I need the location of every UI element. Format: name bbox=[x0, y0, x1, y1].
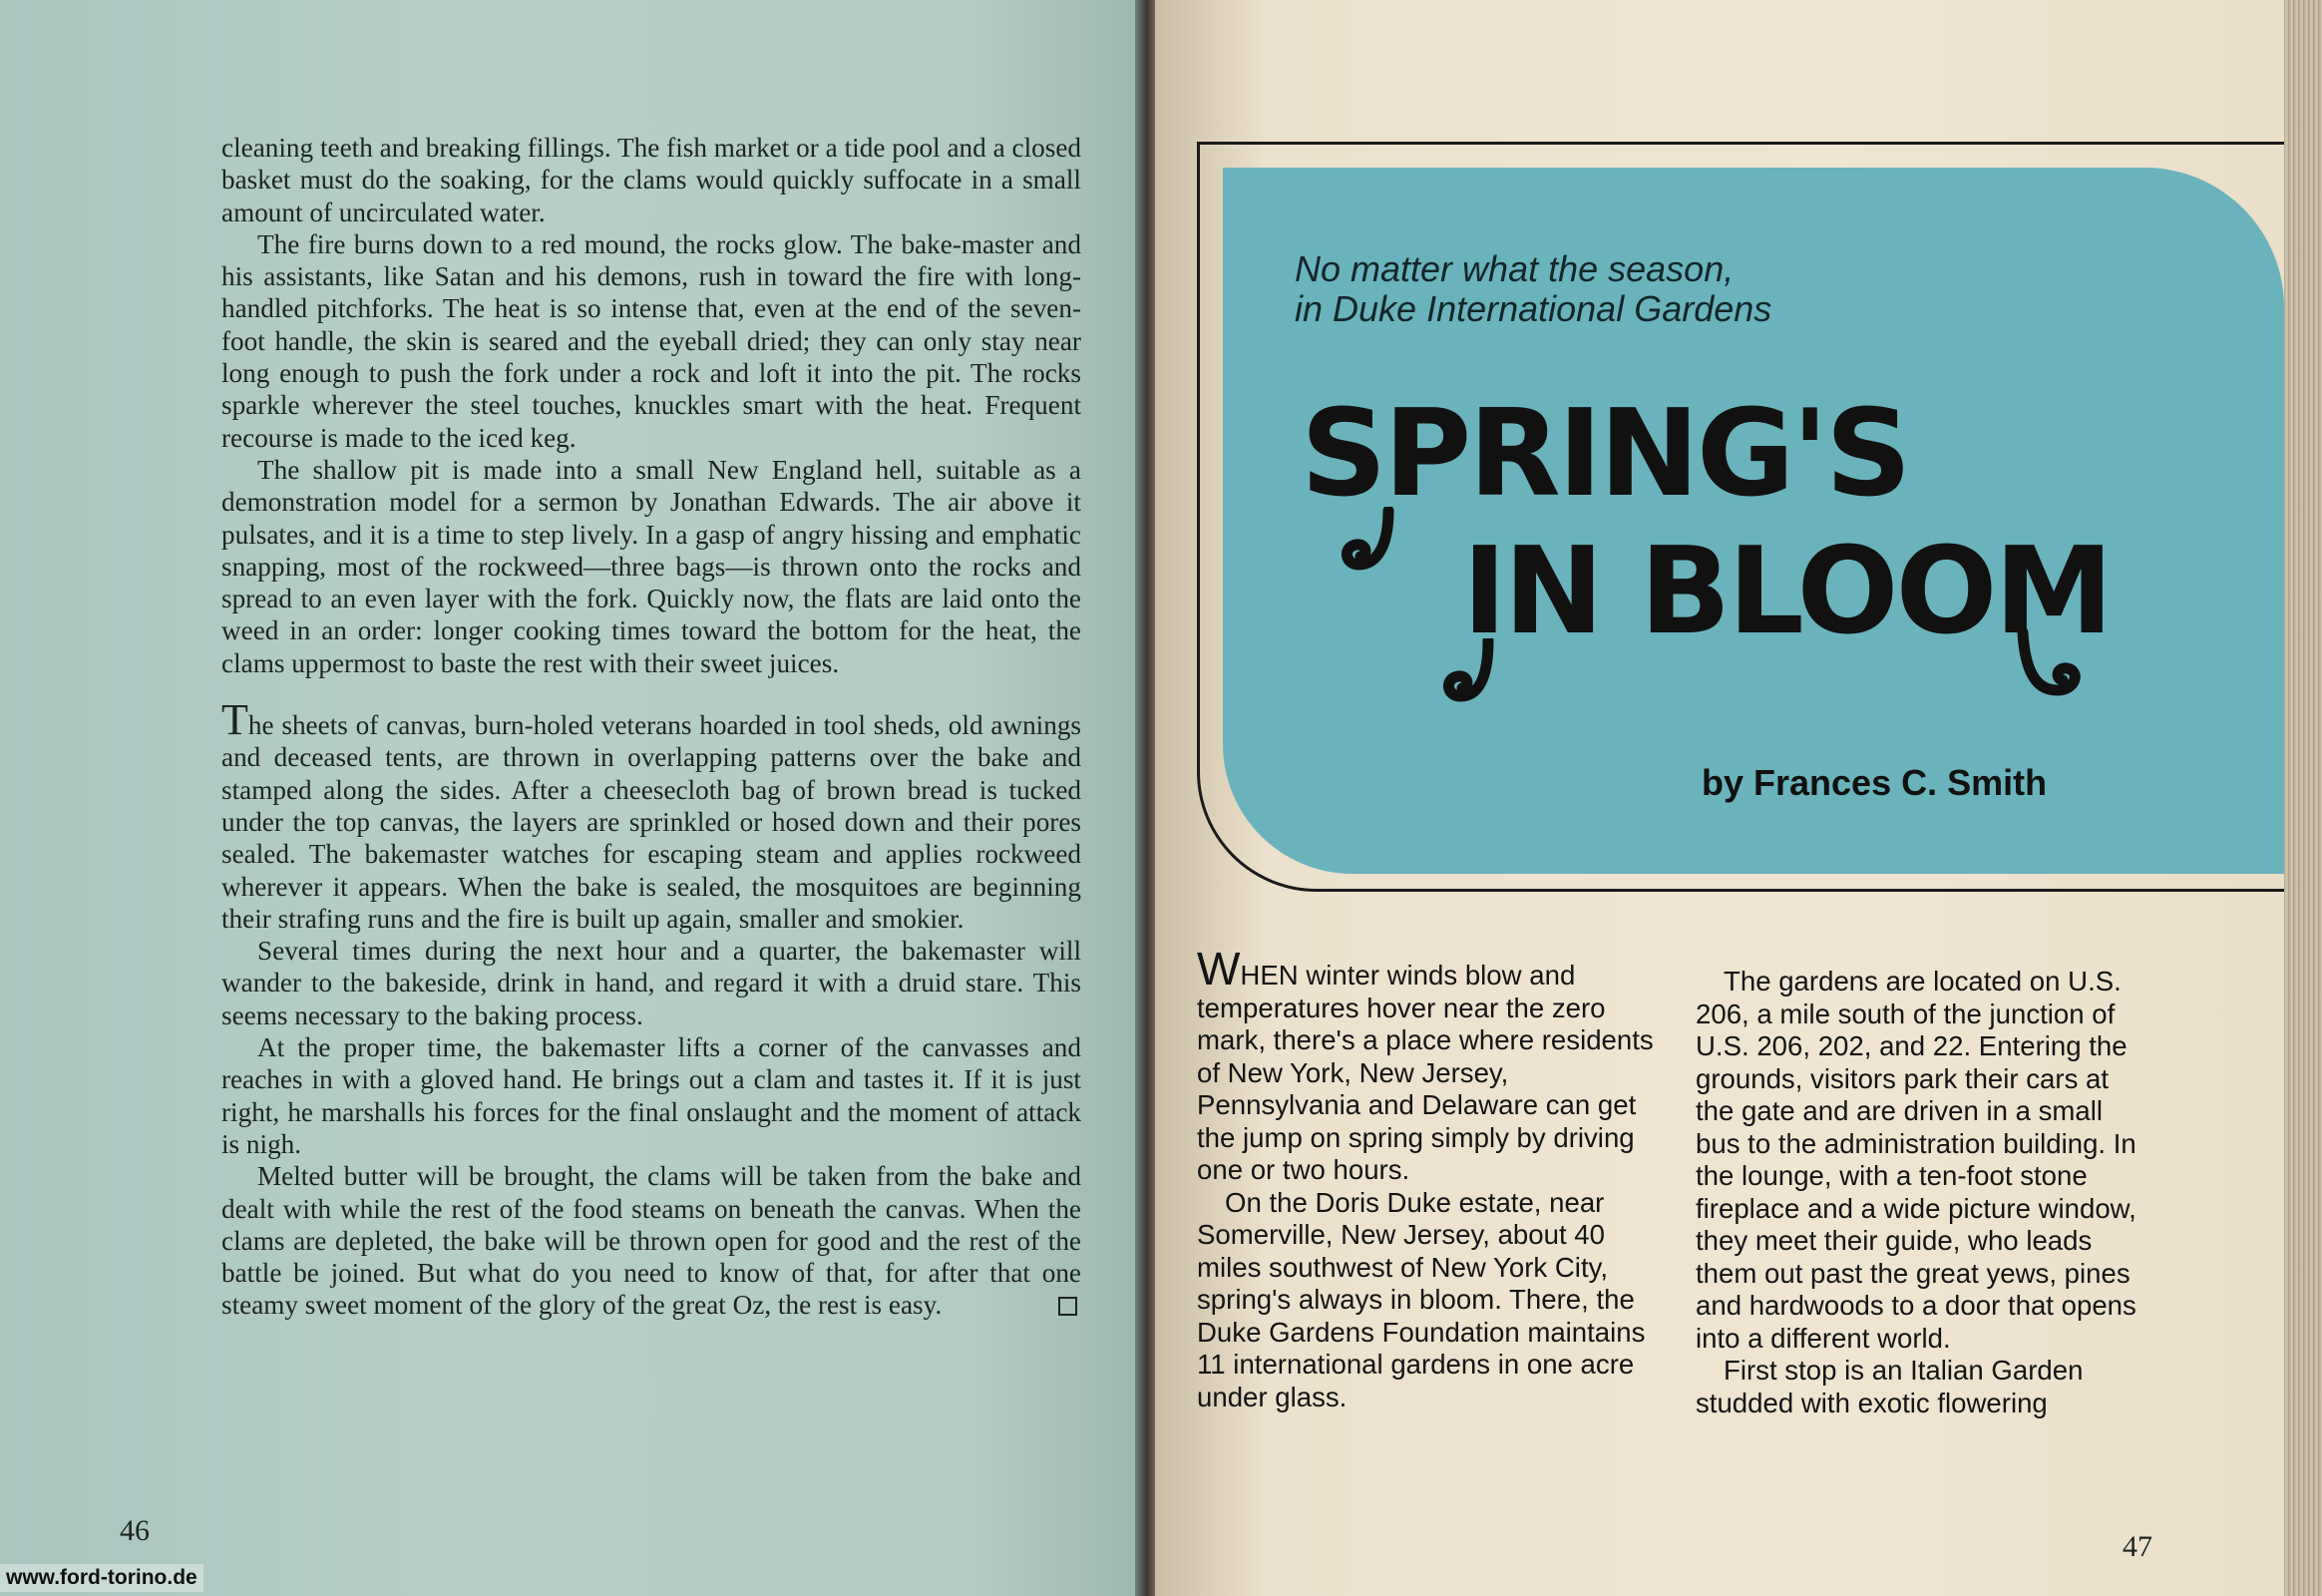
dropcap-paragraph bbox=[221, 695, 1081, 935]
article-column-2 bbox=[1696, 966, 2154, 1419]
drop-cap: T bbox=[221, 695, 248, 745]
paragraph: Several times during the next hour and a quarter, the bakemaster will wander to the bakeside, drink in hand, and regard it with a druid stare. This seems necessary to the baking process. bbox=[221, 936, 1081, 1030]
title-swash-right-icon bbox=[2015, 628, 2105, 708]
tagline-line-1: No matter what the season, bbox=[1295, 248, 1735, 289]
paragraph-text: HEN winter winds blow and temperatures hover near the zero mark, there's a place where residents of New York, New Jersey, Pennsylvania and Delaware can get the jump on spring simply by driving one or two hours. bbox=[1197, 960, 1654, 1185]
paragraph: The shallow pit is made into a small New England hell, suitable as a demonstration model for a sermon by Jonathan Edwards. The air above it pulsates, and it is a time to step lively. In a gasp of angry hissing and emphatic snapping, most of the rockweed—three bags—is thrown onto the rocks and spread to an even layer with the fork. Quickly now, the flats are laid onto the weed in an order: longer cooking times toward the bottom for the heat, the clams uppermost to baste the rest with their sweet juices. bbox=[221, 454, 1081, 678]
paragraph: The fire burns down to a red mound, the rocks glow. The bake-master and his assistants, like Satan and his demons, rush in toward the fire with long-handled pitchforks. The heat is so intense that, even at the end of the seven-foot handle, the skin is seared and the eyeball dried; they can only stay near long enough to push the fork under a rock and loft it into the pit. The rocks sparkle wherever the steel touches, knuckles smart with the heat. Frequent recourse is made to the iced keg. bbox=[221, 228, 1081, 453]
title-swash-middle-icon bbox=[1438, 638, 1508, 708]
title-line-1: SPRING'S bbox=[1301, 385, 1909, 524]
drop-cap: W bbox=[1197, 943, 1241, 995]
paragraph-final bbox=[221, 1160, 1081, 1321]
page-number-left: 46 bbox=[120, 1514, 150, 1547]
page-number-right: 47 bbox=[2123, 1530, 2152, 1563]
paragraph-text: Melted butter will be brought, the clams will be taken from the bake and dealt with while the rest of the food steams on beneath the canvas. When the clams are depleted, the bake will be thrown open for good and the rest of the battle be joined. But what do you need to know of that, for after that one steamy sweet moment of the glory of the great Oz, the rest is easy. bbox=[221, 1161, 1081, 1321]
paragraph: First stop is an Italian Garden studded with exotic flowering bbox=[1696, 1355, 2084, 1418]
title-line-2: IN BLOOM bbox=[1462, 523, 2111, 661]
byline: by Frances C. Smith bbox=[1702, 762, 2048, 803]
left-article-body bbox=[221, 132, 1081, 1322]
paragraph: On the Doris Duke estate, near Somerville, New Jersey, about 40 miles southwest of New York City, spring's always in bloom. There, the Duke Gardens Foundation maintains 11 international gardens in one acre under glass. bbox=[1197, 1186, 1646, 1412]
watermark: www.ford-torino.de bbox=[0, 1564, 203, 1592]
paragraph-text: he sheets of canvas, burn-holed veterans hoarded in tool sheds, old awnings and deceased tents, are thrown in overlapping patterns over the bake and stamped along the sides. After a cheesecloth bag of brown bread is tucked under the top canvas, the layers are sprinkled or hosed down and their pores sealed. The bakemaster watches for escaping steam and applies rockweed wherever it appears. When the bake is sealed, the mosquitoes are beginning their strafing runs and the fire is built up again, smaller and smokier. bbox=[221, 710, 1081, 934]
page-edge bbox=[2284, 0, 2322, 1596]
article-column-1 bbox=[1197, 943, 1666, 1413]
end-mark-icon bbox=[1058, 1297, 1077, 1316]
title-swash-left-icon bbox=[1337, 507, 1406, 577]
paragraph: The gardens are located on U.S. 206, a mile south of the junction of U.S. 206, 202, and 22. Entering the grounds, visitors park their cars at the gate and are driven in a small bus to the administration building. In the lounge, with a ten-foot stone fireplace and a wide picture window, they meet their guide, who leads them out past the great yews, pines and hardwoods to a door that opens into a different world. bbox=[1696, 966, 2136, 1354]
lead-paragraph bbox=[1197, 943, 1666, 1187]
tagline bbox=[1295, 249, 1771, 329]
paragraph: At the proper time, the bakemaster lifts a corner of the canvasses and reaches in with a gloved hand. He brings out a clam and tastes it. If it is just right, he marshalls his forces for the final onslaught and the moment of attack is nigh. bbox=[221, 1032, 1081, 1159]
paragraph: cleaning teeth and breaking fillings. The fish market or a tide pool and a closed basket must do the soaking, for the clams would quickly suffocate in a small amount of uncirculated water. bbox=[221, 133, 1081, 227]
tagline-line-2: in Duke International Gardens bbox=[1295, 288, 1772, 329]
